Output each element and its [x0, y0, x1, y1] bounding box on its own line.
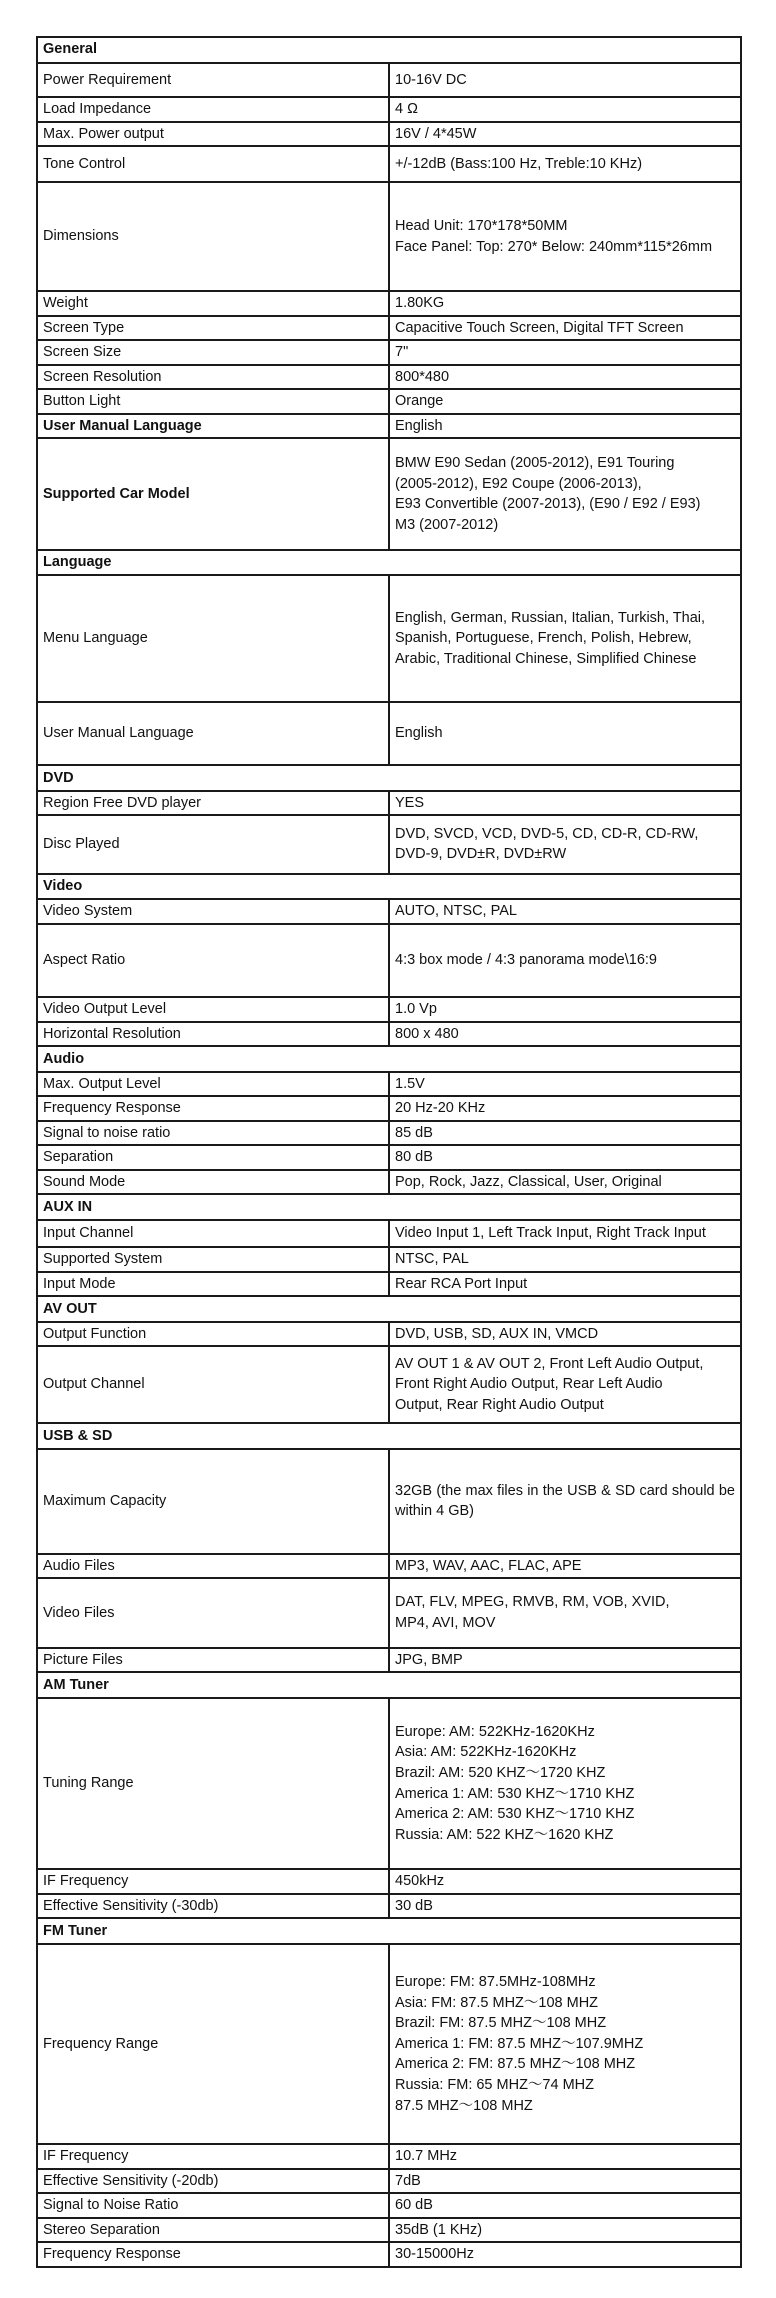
spec-row: [37, 1322, 741, 1347]
spec-row: [37, 1944, 741, 2144]
spec-value: English: [389, 702, 741, 765]
spec-label: User Manual Language: [37, 702, 389, 765]
section-header-row: [37, 1423, 741, 1449]
spec-row: [37, 2144, 741, 2169]
spec-label: Dimensions: [37, 182, 389, 291]
spec-value: Rear RCA Port Input: [389, 1272, 741, 1297]
spec-row: [37, 146, 741, 182]
spec-value: DVD, SVCD, VCD, DVD-5, CD, CD-R, CD-RW, DVD-9, DVD±R, DVD±RW: [389, 815, 741, 873]
spec-value: 85 dB: [389, 1121, 741, 1146]
section-title: General: [37, 37, 741, 63]
spec-label: Screen Type: [37, 316, 389, 341]
spec-value: MP3, WAV, AAC, FLAC, APE: [389, 1554, 741, 1579]
spec-row: [37, 899, 741, 924]
spec-value: 35dB (1 KHz): [389, 2218, 741, 2243]
spec-label: Disc Played: [37, 815, 389, 873]
section-title: AM Tuner: [37, 1672, 741, 1698]
spec-label: Picture Files: [37, 1648, 389, 1673]
spec-value: Capacitive Touch Screen, Digital TFT Screen: [389, 316, 741, 341]
spec-label: Screen Resolution: [37, 365, 389, 390]
section-title: DVD: [37, 765, 741, 791]
spec-row: [37, 997, 741, 1022]
spec-row: [37, 1096, 741, 1121]
spec-label: Frequency Response: [37, 2242, 389, 2267]
spec-row: [37, 1145, 741, 1170]
spec-label: Aspect Ratio: [37, 924, 389, 998]
section-title: AV OUT: [37, 1296, 741, 1322]
spec-label: Menu Language: [37, 575, 389, 702]
spec-label: Tone Control: [37, 146, 389, 182]
spec-row: [37, 182, 741, 291]
spec-row: [37, 389, 741, 414]
spec-label: User Manual Language: [37, 414, 389, 439]
section-title: Language: [37, 550, 741, 576]
spec-label: Region Free DVD player: [37, 791, 389, 816]
spec-value: Europe: AM: 522KHz-1620KHz Asia: AM: 522KHz-1620KHz Brazil: AM: 520 KHZ～1720 KHZ America 1: AM: 530 KHZ～1710 KHZ America 2: AM: 530 KHZ～1710 KHZ Russia: AM: 522 KHZ～1620 KHZ: [389, 1698, 741, 1870]
spec-value: 800*480: [389, 365, 741, 390]
spec-row: [37, 575, 741, 702]
spec-label: Output Channel: [37, 1346, 389, 1423]
spec-label: Output Function: [37, 1322, 389, 1347]
spec-row: [37, 1247, 741, 1272]
section-header-row: [37, 874, 741, 900]
section-header-row: [37, 1296, 741, 1322]
spec-row: [37, 291, 741, 316]
spec-value: AUTO, NTSC, PAL: [389, 899, 741, 924]
spec-table: [36, 36, 742, 2268]
spec-value: +/-12dB (Bass:100 Hz, Treble:10 KHz): [389, 146, 741, 182]
spec-label: Tuning Range: [37, 1698, 389, 1870]
spec-value: 800 x 480: [389, 1022, 741, 1047]
spec-row: [37, 1578, 741, 1647]
spec-row: [37, 791, 741, 816]
spec-row: [37, 316, 741, 341]
spec-label: Signal to Noise Ratio: [37, 2193, 389, 2218]
spec-row: [37, 1170, 741, 1195]
spec-label: Frequency Response: [37, 1096, 389, 1121]
spec-value: 4:3 box mode / 4:3 panorama mode\16:9: [389, 924, 741, 998]
spec-value: Head Unit: 170*178*50MM Face Panel: Top: 270* Below: 240mm*115*26mm: [389, 182, 741, 291]
section-title: USB & SD: [37, 1423, 741, 1449]
section-header-row: [37, 765, 741, 791]
spec-value: 4 Ω: [389, 97, 741, 122]
spec-label: Max. Power output: [37, 122, 389, 147]
spec-row: [37, 2169, 741, 2194]
spec-row: [37, 97, 741, 122]
spec-value: DVD, USB, SD, AUX IN, VMCD: [389, 1322, 741, 1347]
spec-label: IF Frequency: [37, 2144, 389, 2169]
section-title: AUX IN: [37, 1194, 741, 1220]
spec-label: Stereo Separation: [37, 2218, 389, 2243]
spec-value: 60 dB: [389, 2193, 741, 2218]
spec-value: Orange: [389, 389, 741, 414]
spec-value: BMW E90 Sedan (2005-2012), E91 Touring (2005-2012), E92 Coupe (2006-2013), E93 Convertible (2007-2013), (E90 / E92 / E93) M3 (2007-2012): [389, 438, 741, 549]
spec-row: [37, 1022, 741, 1047]
spec-label: Max. Output Level: [37, 1072, 389, 1097]
spec-row: [37, 1554, 741, 1579]
spec-value: YES: [389, 791, 741, 816]
spec-row: [37, 63, 741, 98]
spec-label: Supported System: [37, 1247, 389, 1272]
spec-row: [37, 1272, 741, 1297]
spec-value: 450kHz: [389, 1869, 741, 1894]
spec-row: [37, 2193, 741, 2218]
spec-value: 30-15000Hz: [389, 2242, 741, 2267]
spec-row: [37, 438, 741, 549]
spec-row: [37, 1121, 741, 1146]
spec-row: [37, 414, 741, 439]
spec-label: Video Output Level: [37, 997, 389, 1022]
spec-label: Signal to noise ratio: [37, 1121, 389, 1146]
spec-value: NTSC, PAL: [389, 1247, 741, 1272]
spec-row: [37, 1072, 741, 1097]
spec-row: [37, 1869, 741, 1894]
spec-value: Video Input 1, Left Track Input, Right Track Input: [389, 1220, 741, 1248]
section-title: Audio: [37, 1046, 741, 1072]
spec-label: Supported Car Model: [37, 438, 389, 549]
spec-value: DAT, FLV, MPEG, RMVB, RM, VOB, XVID, MP4, AVI, MOV: [389, 1578, 741, 1647]
spec-label: Button Light: [37, 389, 389, 414]
spec-value: 20 Hz-20 KHz: [389, 1096, 741, 1121]
section-title: Video: [37, 874, 741, 900]
spec-row: [37, 1449, 741, 1554]
spec-label: Separation: [37, 1145, 389, 1170]
spec-value: 10.7 MHz: [389, 2144, 741, 2169]
spec-label: Weight: [37, 291, 389, 316]
spec-label: Video Files: [37, 1578, 389, 1647]
spec-value: 30 dB: [389, 1894, 741, 1919]
spec-label: Effective Sensitivity (-30db): [37, 1894, 389, 1919]
spec-label: IF Frequency: [37, 1869, 389, 1894]
spec-row: [37, 2242, 741, 2267]
section-header-row: [37, 37, 741, 63]
spec-label: Audio Files: [37, 1554, 389, 1579]
spec-row: [37, 702, 741, 765]
spec-value: Pop, Rock, Jazz, Classical, User, Original: [389, 1170, 741, 1195]
spec-label: Input Channel: [37, 1220, 389, 1248]
spec-label: Horizontal Resolution: [37, 1022, 389, 1047]
spec-value: 7": [389, 340, 741, 365]
section-header-row: [37, 1918, 741, 1944]
spec-label: Input Mode: [37, 1272, 389, 1297]
spec-row: [37, 1220, 741, 1248]
spec-row: [37, 924, 741, 998]
spec-label: Maximum Capacity: [37, 1449, 389, 1554]
spec-value: 7dB: [389, 2169, 741, 2194]
section-header-row: [37, 1046, 741, 1072]
spec-label: Effective Sensitivity (-20db): [37, 2169, 389, 2194]
section-header-row: [37, 1672, 741, 1698]
spec-value: 10-16V DC: [389, 63, 741, 98]
spec-label: Sound Mode: [37, 1170, 389, 1195]
spec-value: English, German, Russian, Italian, Turkish, Thai, Spanish, Portuguese, French, Polish, Hebrew, Arabic, Traditional Chinese, Simplified Chinese: [389, 575, 741, 702]
spec-label: Load Impedance: [37, 97, 389, 122]
spec-value: JPG, BMP: [389, 1648, 741, 1673]
spec-row: [37, 815, 741, 873]
spec-label: Video System: [37, 899, 389, 924]
spec-value: AV OUT 1 & AV OUT 2, Front Left Audio Output, Front Right Audio Output, Rear Left Audio Output, Rear Right Audio Output: [389, 1346, 741, 1423]
spec-label: Screen Size: [37, 340, 389, 365]
section-header-row: [37, 550, 741, 576]
spec-row: [37, 1894, 741, 1919]
section-title: FM Tuner: [37, 1918, 741, 1944]
spec-value: 1.0 Vp: [389, 997, 741, 1022]
spec-row: [37, 122, 741, 147]
spec-value: 16V / 4*45W: [389, 122, 741, 147]
spec-value: 32GB (the max files in the USB & SD card should be within 4 GB): [389, 1449, 741, 1554]
spec-value: Europe: FM: 87.5MHz-108MHz Asia: FM: 87.5 MHZ～108 MHZ Brazil: FM: 87.5 MHZ～108 MHZ America 1: FM: 87.5 MHZ～107.9MHZ America 2: FM: 87.5 MHZ～108 MHZ Russia: FM: 65 MHZ～74 MHZ 87.5 MHZ～108 MHZ: [389, 1944, 741, 2144]
spec-label: Power Requirement: [37, 63, 389, 98]
spec-row: [37, 2218, 741, 2243]
spec-value: English: [389, 414, 741, 439]
section-header-row: [37, 1194, 741, 1220]
spec-row: [37, 340, 741, 365]
spec-table-body: [37, 37, 741, 2267]
spec-value: 80 dB: [389, 1145, 741, 1170]
spec-value: 1.80KG: [389, 291, 741, 316]
spec-label: Frequency Range: [37, 1944, 389, 2144]
spec-row: [37, 1346, 741, 1423]
spec-row: [37, 1648, 741, 1673]
spec-row: [37, 1698, 741, 1870]
spec-row: [37, 365, 741, 390]
spec-value: 1.5V: [389, 1072, 741, 1097]
